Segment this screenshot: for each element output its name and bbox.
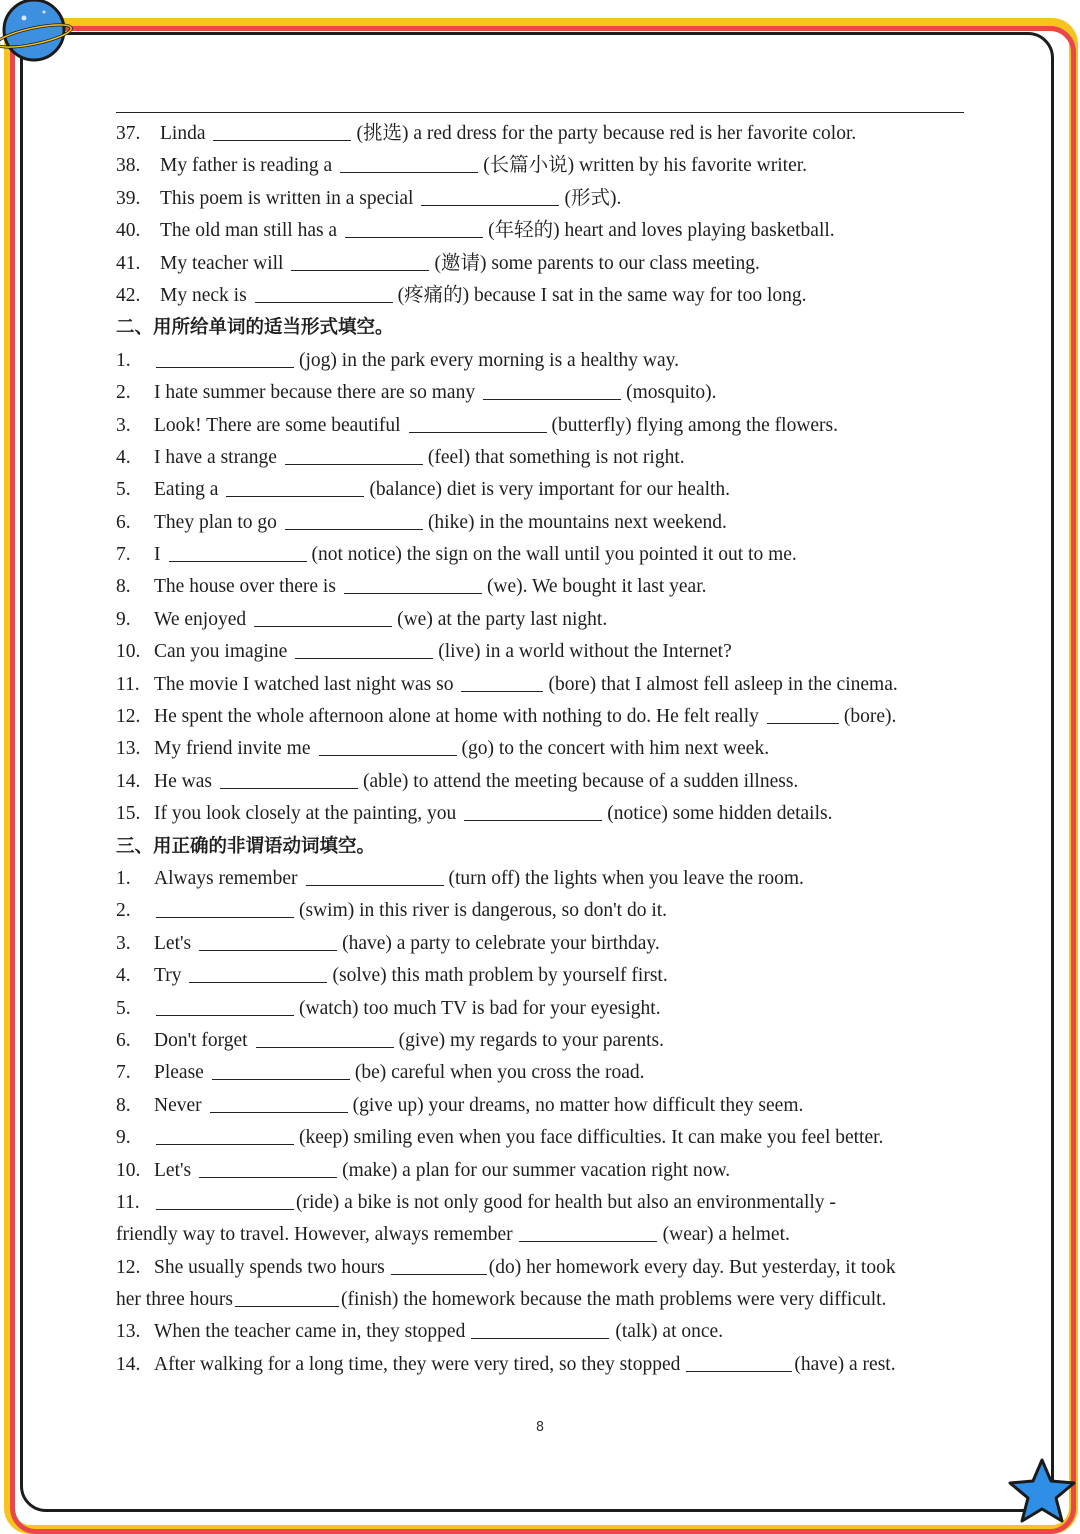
question-text: Linda: [160, 123, 206, 144]
question-item: [116, 636, 964, 668]
question-number: 13.: [116, 738, 141, 760]
answer-blank[interactable]: [461, 690, 543, 692]
question-text: (bore).: [843, 706, 897, 728]
answer-blank[interactable]: [409, 431, 547, 433]
question-text: Please: [154, 1062, 204, 1084]
question-item: [116, 215, 964, 247]
question-text: Always remember: [154, 867, 298, 889]
question-item: [116, 539, 964, 571]
section-2-title: 二、用所给单词的适当形式填空。: [116, 317, 394, 339]
answer-blank[interactable]: [220, 787, 358, 789]
answer-blank[interactable]: [226, 495, 364, 497]
question-item: [116, 345, 964, 377]
answer-blank[interactable]: [344, 592, 482, 594]
question-text: (live) in a world without the Internet?: [438, 641, 732, 663]
section-2-list: [116, 345, 964, 831]
answer-blank[interactable]: [156, 366, 294, 368]
question-number: 10.: [116, 641, 141, 663]
question-number: 2.: [116, 900, 131, 922]
question-text: (邀请) some parents to our class meeting.: [434, 252, 760, 274]
answer-blank[interactable]: [285, 463, 423, 465]
question-text: The house over there is: [154, 576, 336, 598]
question-item: [116, 442, 964, 474]
question-number: 11.: [116, 1191, 140, 1213]
question-text: Don't forget: [154, 1029, 248, 1051]
question-number: 4.: [116, 965, 131, 987]
question-item: [116, 993, 964, 1025]
question-text: (jog) in the park every morning is a healthy way.: [299, 349, 679, 371]
question-item: [116, 766, 964, 798]
question-number: 10.: [116, 1159, 141, 1181]
question-item: [116, 280, 964, 312]
question-text: I hate summer because there are so many: [154, 382, 476, 404]
answer-blank[interactable]: [285, 528, 423, 530]
question-number: 8.: [116, 1094, 131, 1116]
page-number: 8: [535, 1420, 545, 1435]
answer-blank[interactable]: [686, 1370, 792, 1372]
answer-blank[interactable]: [199, 1176, 337, 1178]
answer-blank[interactable]: [156, 1208, 294, 1210]
question-item: [116, 1122, 964, 1154]
question-text: We enjoyed: [154, 608, 247, 630]
question-item: [116, 410, 964, 442]
question-number: 7.: [116, 544, 131, 566]
question-number: 4.: [116, 446, 131, 468]
question-text: My friend invite me: [154, 738, 311, 760]
question-item: [116, 701, 964, 733]
question-number: 3.: [116, 932, 131, 954]
question-text: Let's: [154, 932, 192, 954]
question-text: When the teacher came in, they stopped: [154, 1321, 466, 1343]
question-text: Try: [154, 965, 182, 987]
question-text: (able) to attend the meeting because of a sudden illness.: [362, 770, 799, 792]
question-text: (solve) this math problem by yourself first.: [332, 965, 668, 987]
question-item: [116, 150, 964, 182]
question-text: Never: [154, 1094, 202, 1116]
question-item: [116, 1155, 964, 1187]
question-number: 38.: [116, 155, 141, 177]
question-item: [116, 1025, 964, 1057]
answer-blank[interactable]: [256, 1046, 394, 1048]
question-item: [116, 183, 964, 215]
answer-blank[interactable]: [210, 1111, 348, 1113]
answer-blank[interactable]: [156, 1143, 294, 1145]
question-text: I: [154, 544, 161, 566]
question-text: Can you imagine: [154, 641, 288, 663]
answer-blank[interactable]: [156, 916, 294, 918]
question-number: 14.: [116, 1353, 141, 1375]
question-text: (挑选) a red dress for the party because red is her favorite color.: [356, 123, 857, 144]
answer-blank[interactable]: [483, 398, 621, 400]
worksheet-content: [116, 112, 964, 1381]
question-item: [116, 1090, 964, 1122]
question-text: (形式).: [564, 187, 622, 209]
answer-blank[interactable]: [212, 1078, 350, 1080]
planet-icon: [0, 0, 80, 72]
answer-blank[interactable]: [169, 560, 307, 562]
question-item: [116, 960, 964, 992]
question-text: He spent the whole afternoon alone at home with nothing to do. He felt really: [154, 706, 759, 728]
answer-blank[interactable]: [345, 236, 483, 238]
question-text: (turn off) the lights when you leave the room.: [448, 867, 804, 889]
question-text: her three hours: [116, 1289, 233, 1311]
answer-blank[interactable]: [464, 819, 602, 821]
question-text: (watch) too much TV is bad for your eyesight.: [299, 997, 661, 1019]
question-item: [116, 669, 964, 701]
question-item: [116, 1349, 964, 1381]
question-text: Look! There are some beautiful: [154, 414, 401, 436]
question-text: They plan to go: [154, 511, 277, 533]
answer-blank[interactable]: [767, 722, 839, 724]
question-text: This poem is written in a special: [160, 187, 414, 209]
question-item: [116, 733, 964, 765]
question-number: 6.: [116, 1029, 131, 1051]
question-text: friendly way to travel. However, always remember: [116, 1224, 513, 1246]
answer-blank[interactable]: [254, 625, 392, 627]
question-text: (have) a rest.: [794, 1353, 896, 1375]
header-rule: [116, 112, 964, 113]
question-text: After walking for a long time, they were very tired, so they stopped: [154, 1353, 681, 1375]
answer-blank[interactable]: [319, 754, 457, 756]
answer-blank[interactable]: [391, 1273, 487, 1275]
question-number: 7.: [116, 1062, 131, 1084]
question-number: 15.: [116, 803, 141, 825]
question-number: 11.: [116, 673, 140, 695]
question-number: 5.: [116, 997, 131, 1019]
question-text: (give) my regards to your parents.: [398, 1029, 664, 1051]
question-text: (keep) smiling even when you face difficulties. It can make you feel better.: [299, 1127, 884, 1149]
question-item: [116, 571, 964, 603]
question-item-continued: [116, 1219, 964, 1251]
question-text: (we). We bought it last year.: [486, 576, 707, 598]
question-text: (finish) the homework because the math problems were very difficult.: [340, 1289, 887, 1311]
answer-blank[interactable]: [291, 269, 429, 271]
question-number: 12.: [116, 706, 141, 728]
question-text: Let's: [154, 1159, 192, 1181]
answer-blank[interactable]: [295, 657, 433, 659]
answer-blank[interactable]: [189, 981, 327, 983]
question-text: She usually spends two hours: [154, 1256, 385, 1278]
question-text: (mosquito).: [626, 382, 717, 404]
section-a-list: [116, 118, 964, 312]
question-number: 8.: [116, 576, 131, 598]
question-text: (do) her homework every day. But yesterday, it took: [488, 1256, 896, 1278]
question-number: 37.: [116, 123, 141, 144]
question-text: (notice) some hidden details.: [607, 803, 833, 825]
question-number: 6.: [116, 511, 131, 533]
question-text: (swim) in this river is dangerous, so don't do it.: [299, 900, 668, 922]
answer-blank[interactable]: [421, 204, 559, 206]
question-text: (not notice) the sign on the wall until you pointed it out to me.: [311, 544, 797, 566]
question-item: [116, 1316, 964, 1348]
section-3-list: [116, 863, 964, 1187]
question-number: 9.: [116, 1127, 131, 1149]
question-number: 2.: [116, 382, 131, 404]
question-text: The old man still has a: [160, 220, 338, 242]
question-number: 1.: [116, 349, 131, 371]
question-text: (疼痛的) because I sat in the same way for too long.: [397, 284, 807, 306]
question-text: (hike) in the mountains next weekend.: [427, 511, 727, 533]
question-text: (wear) a helmet.: [662, 1224, 790, 1246]
question-text: (feel) that something is not right.: [427, 446, 685, 468]
star-icon: [1006, 1456, 1078, 1526]
question-item: [116, 474, 964, 506]
question-text: (bore) that I almost fell asleep in the cinema.: [548, 673, 898, 695]
question-item: [116, 863, 964, 895]
question-text: Eating a: [154, 479, 219, 501]
question-item: [116, 1252, 964, 1284]
question-text: (年轻的) heart and loves playing basketball.: [488, 220, 835, 242]
question-text: My father is reading a: [160, 155, 333, 177]
question-item: [116, 895, 964, 927]
question-text: (ride) a bike is not only good for health but also an environmentally -: [296, 1191, 836, 1213]
question-text: He was: [154, 770, 212, 792]
question-item: [116, 798, 964, 830]
question-text: (have) a party to celebrate your birthday.: [342, 932, 660, 954]
question-number: 42.: [116, 284, 141, 306]
section-3-title: 三、用正确的非谓语动词填空。: [116, 835, 376, 857]
question-number: 12.: [116, 1256, 141, 1278]
question-number: 9.: [116, 608, 131, 630]
question-item: [116, 928, 964, 960]
question-text: (长篇小说) written by his favorite writer.: [483, 155, 808, 177]
question-number: 14.: [116, 770, 141, 792]
question-item-continued: [116, 1284, 964, 1316]
question-text: The movie I watched last night was so: [154, 673, 454, 695]
question-text: (make) a plan for our summer vacation right now.: [342, 1159, 731, 1181]
question-item: [116, 1187, 964, 1219]
question-item: [116, 1057, 964, 1089]
answer-blank[interactable]: [519, 1240, 657, 1242]
question-number: 1.: [116, 867, 131, 889]
question-number: 5.: [116, 479, 131, 501]
question-text: (be) careful when you cross the road.: [354, 1062, 645, 1084]
question-number: 13.: [116, 1321, 141, 1343]
question-text: (balance) diet is very important for our health.: [369, 479, 731, 501]
question-number: 39.: [116, 187, 141, 209]
question-item: [116, 248, 964, 280]
question-number: 3.: [116, 414, 131, 436]
answer-blank[interactable]: [471, 1337, 609, 1339]
question-item: [116, 507, 964, 539]
question-text: (we) at the party last night.: [397, 608, 608, 630]
answer-blank[interactable]: [213, 139, 351, 141]
answer-blank[interactable]: [340, 171, 478, 173]
question-number: 41.: [116, 252, 141, 274]
question-text: If you look closely at the painting, you: [154, 803, 457, 825]
question-item: [116, 118, 964, 150]
question-item: [116, 604, 964, 636]
answer-blank[interactable]: [255, 301, 393, 303]
question-text: I have a strange: [154, 446, 277, 468]
question-item: [116, 377, 964, 409]
question-text: My teacher will: [160, 252, 284, 274]
answer-blank[interactable]: [156, 1014, 294, 1016]
answer-blank[interactable]: [235, 1305, 339, 1307]
question-text: (go) to the concert with him next week.: [461, 738, 770, 760]
answer-blank[interactable]: [199, 949, 337, 951]
question-number: 40.: [116, 220, 141, 242]
answer-blank[interactable]: [306, 884, 444, 886]
question-text: My neck is: [160, 284, 247, 306]
question-text: (butterfly) flying among the flowers.: [551, 414, 839, 436]
question-text: (talk) at once.: [615, 1321, 724, 1343]
question-text: (give up) your dreams, no matter how difficult they seem.: [352, 1094, 804, 1116]
